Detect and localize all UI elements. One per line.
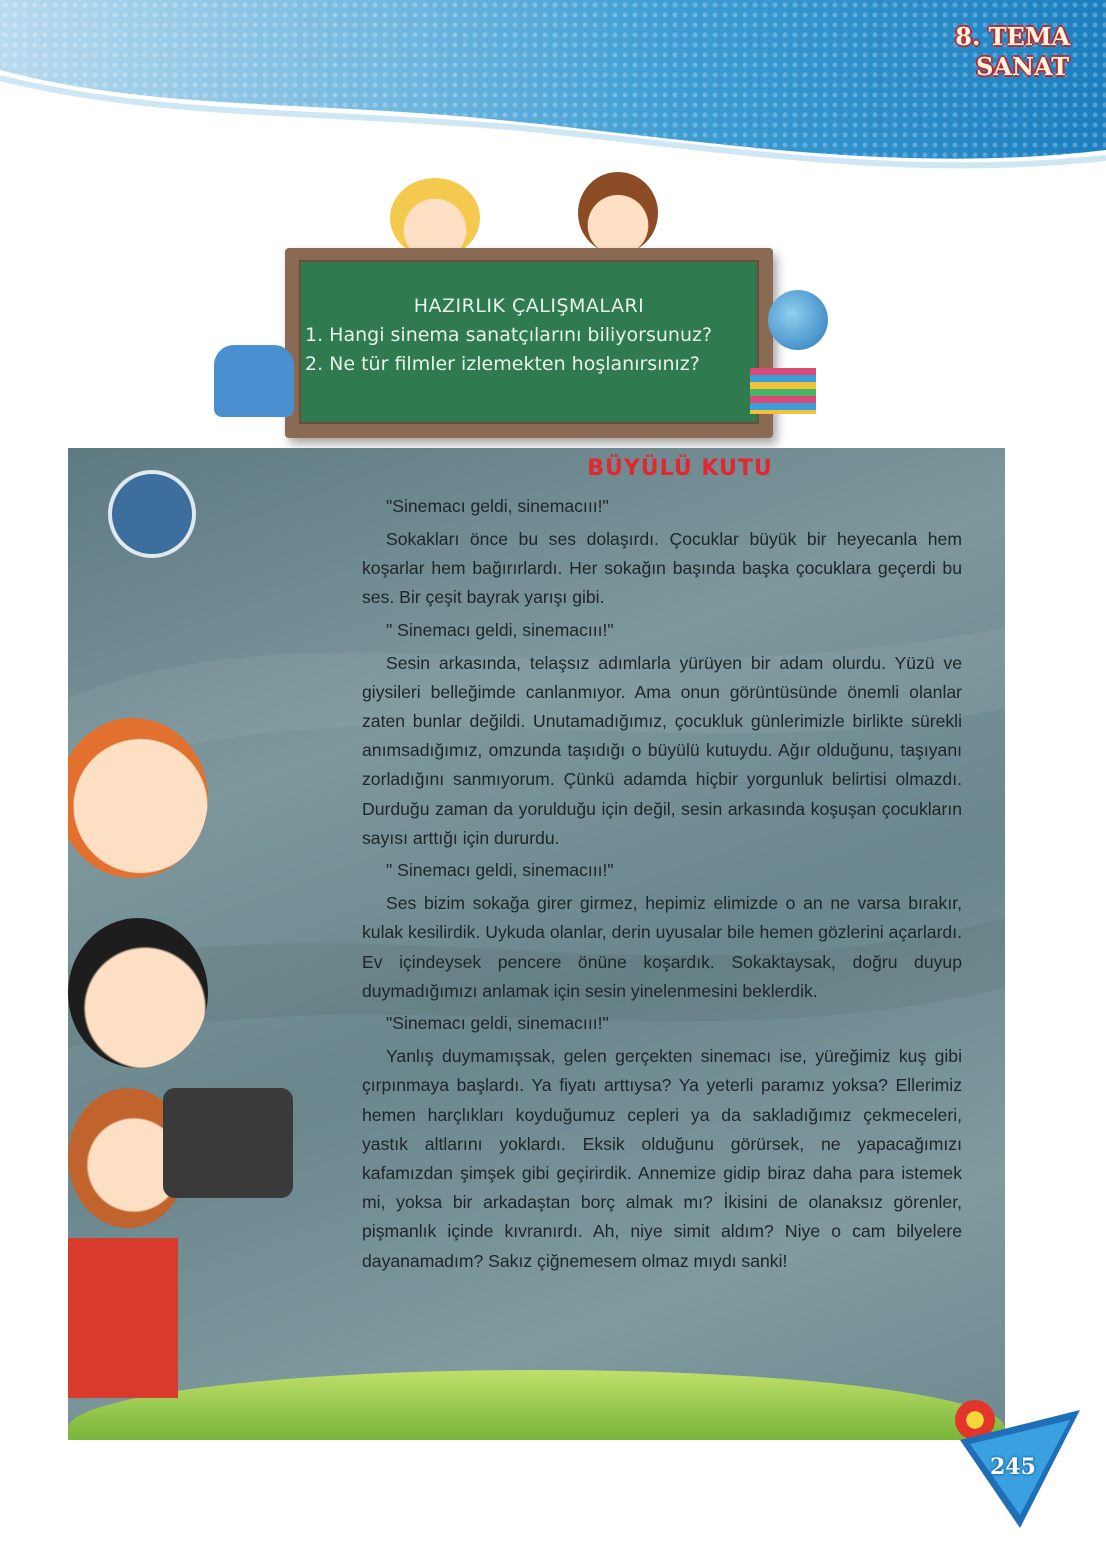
- books-illustration: [750, 368, 816, 414]
- reading-icon: [108, 470, 196, 558]
- story-text: [362, 492, 962, 1279]
- header-wave-banner: [0, 0, 1106, 180]
- story-paragraph: Ses bizim sokağa girer girmez, hepimiz elimizde o an ne varsa bırakır, kulak kesilirdik. Uykuda olanlar, derin uyusalar bile hemen gözlerini açarlardı. Ev içindeysek pencere önüne koşardık. Sokaktaysak, doğru duyup duymadığımızı anlamak için sesin yinelenmesini beklerdik.: [362, 893, 962, 1001]
- story-paragraph: "Sinemacı geldi, sinemacııı!": [386, 1013, 609, 1034]
- story-title: BÜYÜLÜ KUTU: [587, 456, 773, 481]
- page-number: 245: [990, 1454, 1036, 1480]
- story-paragraph: "Sinemacı geldi, sinemacııı!": [386, 496, 609, 516]
- preparation-chalkboard: [285, 248, 773, 438]
- boy-illustration: [578, 172, 658, 254]
- story-paragraph: Yanlış duymamışsak, gelen gerçekten sinemacı ise, yüreğimiz kuş gibi çırpınmaya başlardı. Ya fiyatı arttıysa? Ya yeterli paramız yoksa? Ellerimiz hemen harçlıkları koyduğumuz cepleri ya da sakladığımız çekmeceleri, yastık altlarını yoklardı. Eksik olduğunu görürsek, ne yapacağımızı kafamızdan şimşek gibi geçirirdik. Annemize gidip biraz daha para istemek mi, yoksa bir arkadaştan borç almak mı? İkisini de olanaksız görenler, pişmanlık içinde kıvranırdı. Ah, niye simit aldım? Niye o cam bilyelere dayanamadım? Sakız çiğnemesem olmaz mıydı sanki!: [362, 1046, 962, 1271]
- children-with-camera-illustration: [68, 718, 298, 1398]
- globe-illustration: [768, 290, 828, 350]
- theme-number: 8. TEMA: [955, 22, 1070, 51]
- girl-illustration: [390, 178, 480, 258]
- story-paragraph: Sesin arkasında, telaşsız adımlarla yürüyen bir adam olurdu. Yüzü ve giysileri belleğimde canlanmıyor. Ama onun görüntüsünde önemli olanlar zaten bunlar değildi. Unutamadığımız, çocukluk günlerimizle birlikte sürekli anımsadığımız, omzunda taşıdığı o büyülü kutuydu. Ağır olduğunu, taşıyanı zorladığını sanmıyorum. Çünkü adamda hiçbir yorgunluk belirtisi olmazdı. Durduğu zaman da yorulduğu için değil, sesin arkasında koşuşan çocukların sayısı arttığı için dururdu.: [362, 652, 962, 848]
- story-paragraph: Sokakları önce bu ses dolaşırdı. Çocuklar büyük bir heyecanla hem koşarlar hem bağırırlardı. Her sokağın başında başka çocuklara geçerdi bu ses. Bir çeşit bayrak yarışı gibi.: [362, 528, 962, 608]
- backpack-illustration: [214, 345, 294, 417]
- theme-name: SANAT: [976, 52, 1070, 81]
- theme-label: [955, 22, 1070, 82]
- preparation-title: HAZIRLIK ÇALIŞMALARI: [413, 295, 645, 317]
- story-paragraph: " Sinemacı geldi, sinemacııı!": [386, 619, 614, 640]
- preparation-question: 1. Hangi sinema sanatçılarını biliyorsunuz?: [305, 324, 713, 346]
- story-paragraph: " Sinemacı geldi, sinemacııı!": [386, 860, 614, 881]
- preparation-question: 2. Ne tür filmler izlemekten hoşlanırsınız?: [305, 353, 700, 375]
